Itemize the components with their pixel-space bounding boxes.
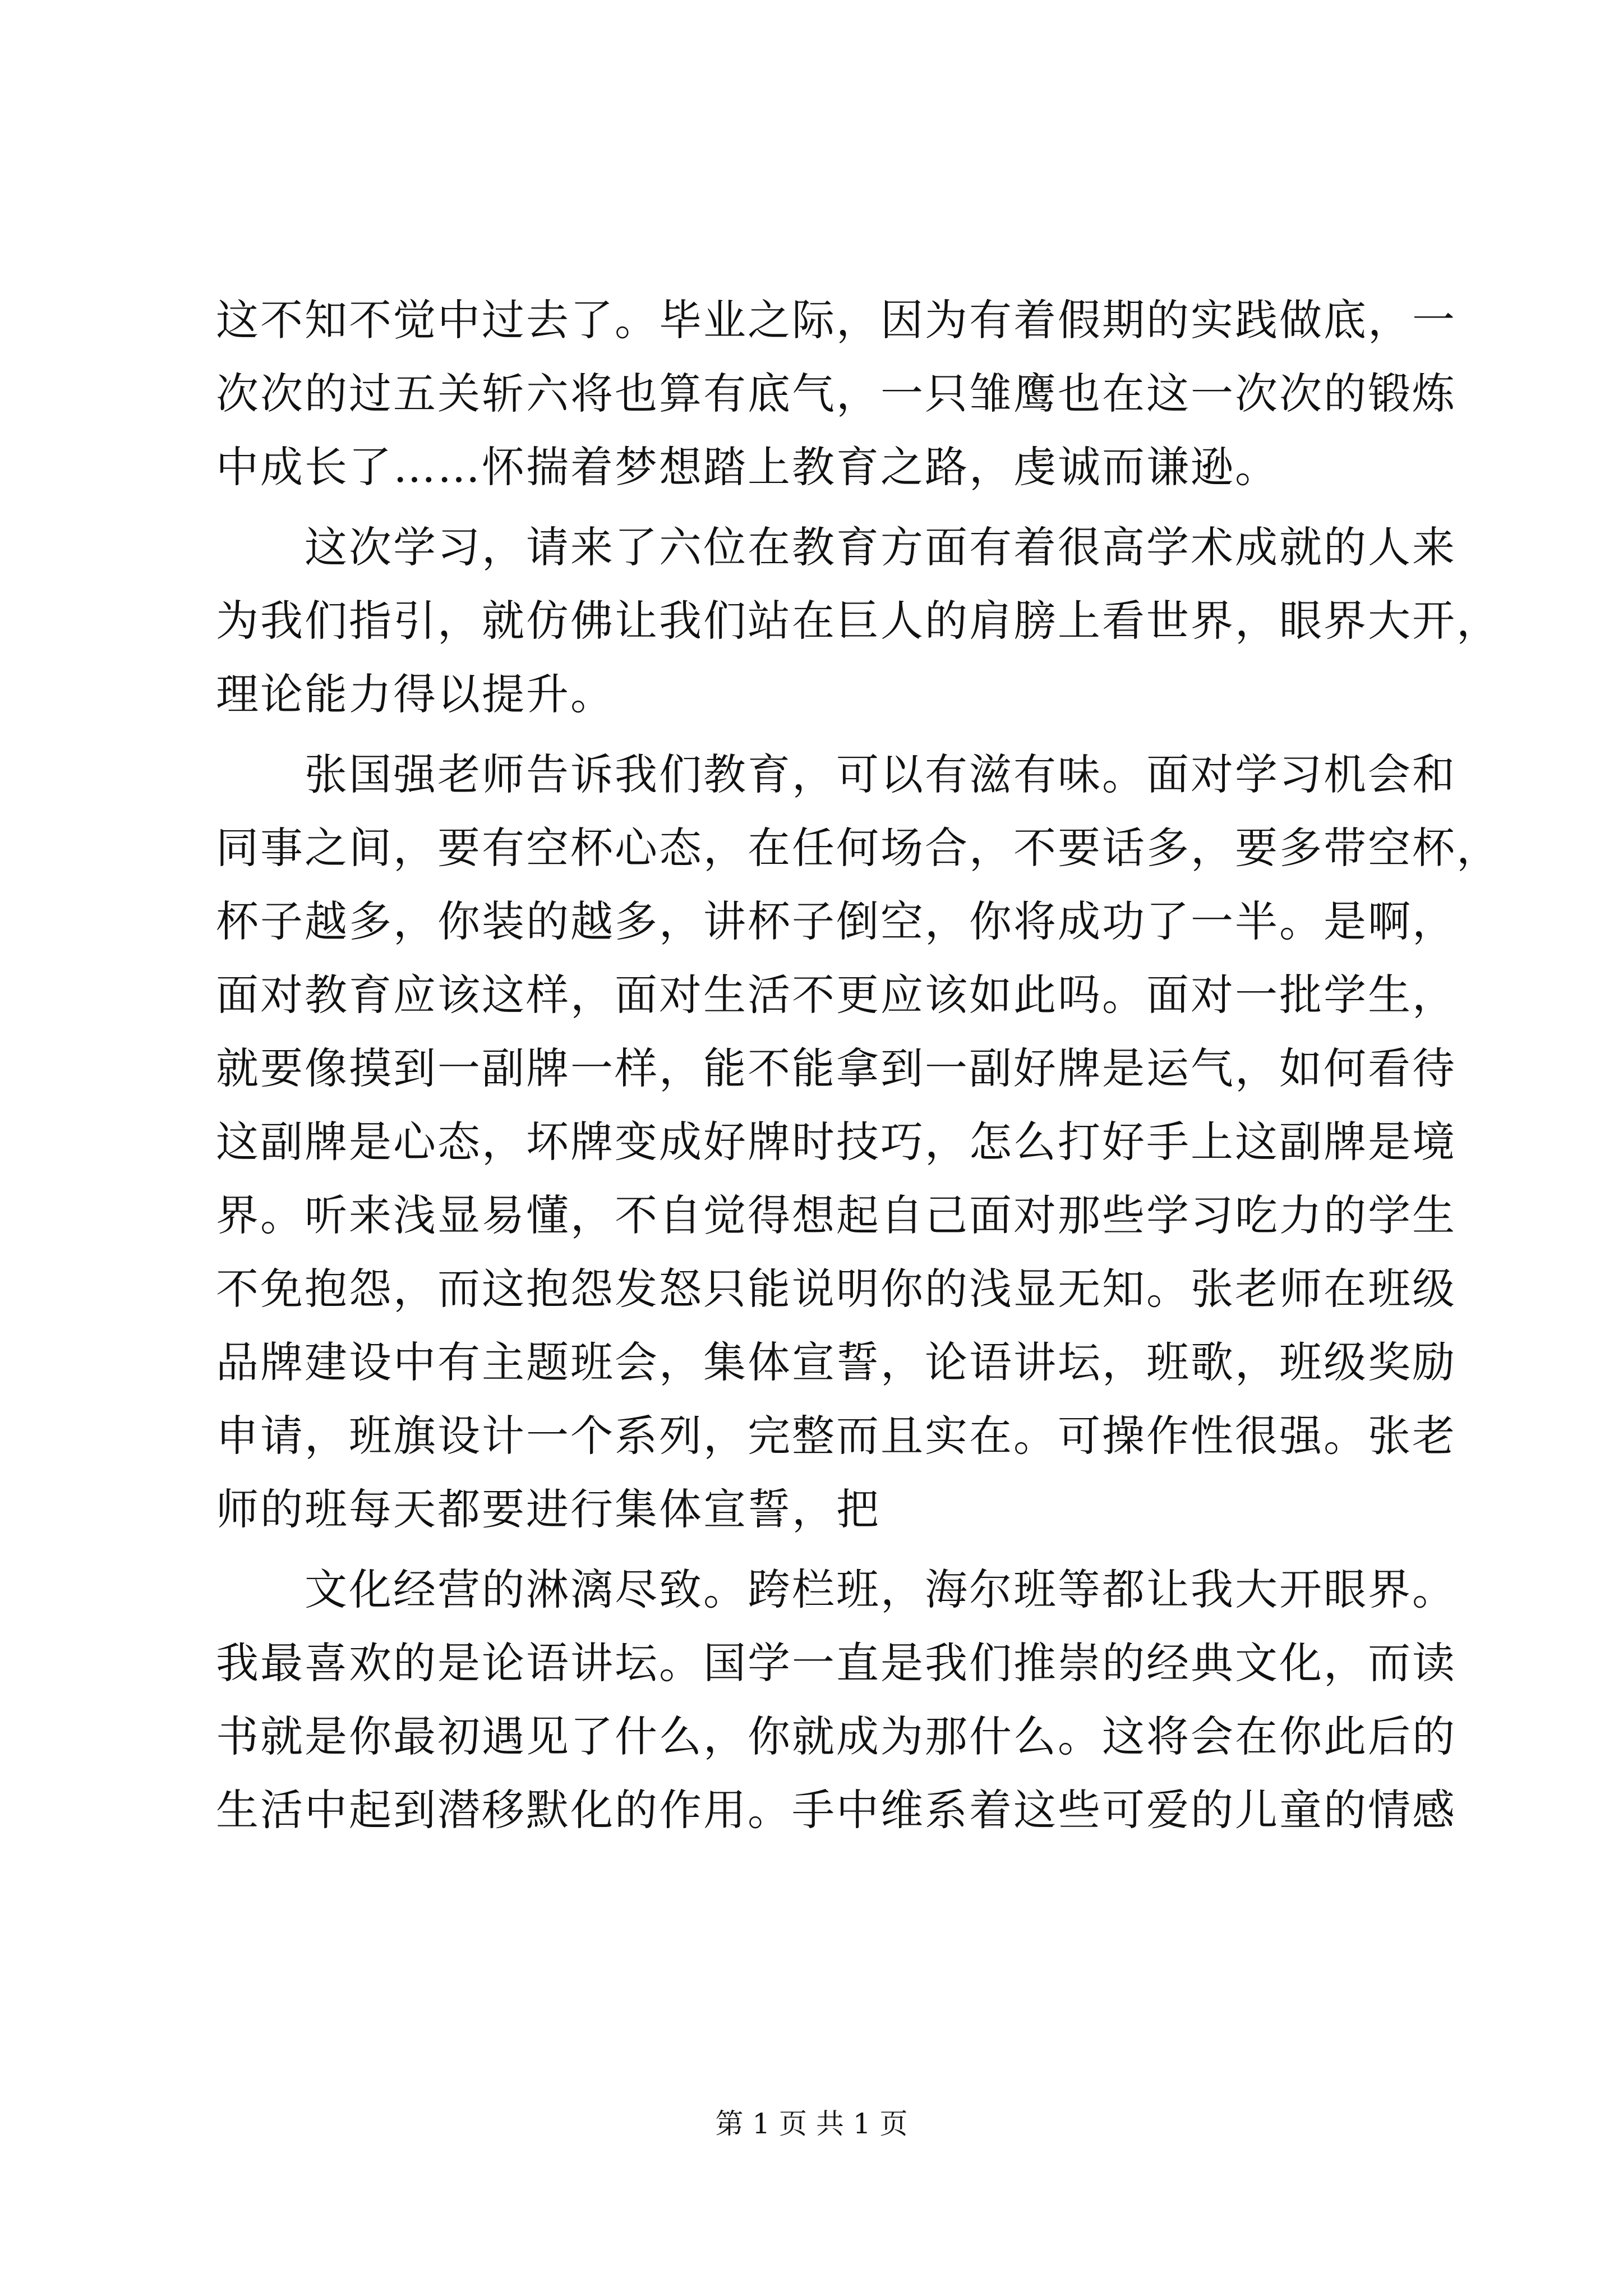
text-line: 这次学习，请来了六位在教育方面有着很高学术成就的人来	[216, 522, 1456, 572]
text-line: 这副牌是心态，坏牌变成好牌时技巧，怎么打好手上这副牌是境	[216, 1117, 1456, 1167]
text-line: 申请，班旗设计一个系列，完整而且实在。可操作性很强。张老	[216, 1411, 1456, 1461]
text-line: 中成长了……怀揣着梦想踏上教育之路，虔诚而谦逊。	[216, 442, 1279, 492]
text-line: 为我们指引，就仿佛让我们站在巨人的肩膀上看世界，眼界大开，	[216, 596, 1501, 646]
text-line: 文化经营的淋漓尽致。跨栏班，海尔班等都让我大开眼界。	[216, 1565, 1456, 1614]
page-footer	[0, 2107, 1623, 2141]
text-line: 师的班每天都要进行集体宣誓，把	[216, 1484, 880, 1534]
text-line: 张国强老师告诉我们教育，可以有滋有味。面对学习机会和	[216, 749, 1456, 799]
text-line: 书就是你最初遇见了什么，你就成为那什么。这将会在你此后的	[216, 1711, 1456, 1761]
page-number-label: 第 1 页 共 1 页	[715, 2108, 908, 2140]
text-line: 品牌建设中有主题班会，集体宣誓，论语讲坛，班歌，班级奖励	[216, 1337, 1456, 1387]
text-line: 理论能力得以提升。	[216, 669, 615, 719]
text-line: 这不知不觉中过去了。毕业之际，因为有着假期的实践做底，一	[216, 295, 1456, 345]
text-line: 杯子越多，你装的越多，讲杯子倒空，你将成功了一半。是啊，	[216, 896, 1456, 946]
text-line: 我最喜欢的是论语讲坛。国学一直是我们推崇的经典文化，而读	[216, 1638, 1456, 1688]
document-body	[216, 283, 1501, 1847]
text-line: 不免抱怨，而这抱怨发怒只能说明你的浅显无知。张老师在班级	[216, 1264, 1456, 1314]
text-line: 面对教育应该这样，面对生活不更应该如此吗。面对一批学生，	[216, 970, 1456, 1020]
text-line: 生活中起到潜移默化的作用。手中维系着这些可爱的儿童的情感	[216, 1785, 1456, 1835]
text-line: 次次的过五关斩六将也算有底气，一只雏鹰也在这一次次的锻炼	[216, 369, 1456, 418]
text-line: 就要像摸到一副牌一样，能不能拿到一副好牌是运气，如何看待	[216, 1043, 1456, 1093]
text-line: 界。听来浅显易懂，不自觉得想起自己面对那些学习吃力的学生	[216, 1190, 1456, 1240]
text-line: 同事之间，要有空杯心态，在任何场合，不要话多，要多带空杯，	[216, 823, 1501, 873]
